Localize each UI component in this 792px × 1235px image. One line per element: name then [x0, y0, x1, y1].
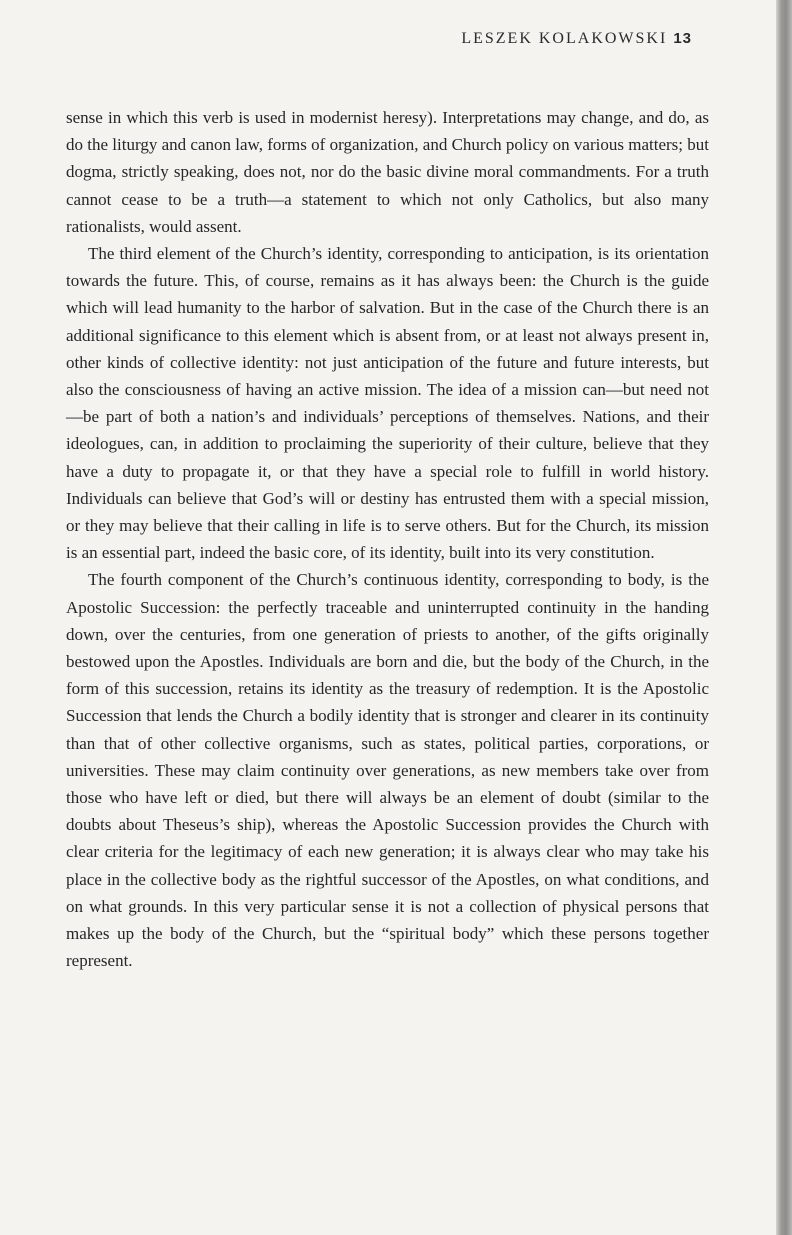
- body-text: [66, 104, 709, 975]
- book-spine-shadow: [776, 0, 792, 1235]
- running-header: [461, 30, 692, 48]
- paragraph-3: The fourth component of the Church’s continuous identity, corresponding to body, is the Apostolic Succession: the perfectly traceable and uninterrupted continuity in the handing down, over the centuries, from one generation of priests to another, of the gifts originally bestowed upon the Apostles. Individuals are born and die, but the body of the Church, in the form of this succession, retains its identity as the treasury of redemption. It is the Apostolic Succession that lends the Church a bodily identity that is stronger and clearer in its continuity than that of other collective organisms, such as states, political parties, corporations, or universities. These may claim continuity over generations, as new members take over from those who have left or died, but there will always be an element of doubt (similar to the doubts about Theseus’s ship), whereas the Apostolic Succession provides the Church with clear criteria for the legitimacy of each new generation; it is always clear who may take his place in the collective body as the rightful successor of the Apostles, on what conditions, and on what grounds. In this very particular sense it is not a collection of physical persons that makes up the body of the Church, but the “spiritual body” which these persons together represent.: [66, 570, 709, 971]
- paragraph-1: sense in which this verb is used in modernist heresy). Interpretations may change, and do, as do the liturgy and canon law, forms of organization, and Church policy on various matters; but dogma, strictly speaking, does not, nor do the basic divine moral commandments. For a truth cannot cease to be a truth—a statement to which not only Catholics, but also many rationalists, would assent.: [66, 108, 709, 236]
- page-number: 13: [673, 30, 692, 47]
- running-header-author: LESZEK KOLAKOWSKI: [461, 30, 668, 47]
- paragraph-2: The third element of the Church’s identity, corresponding to anticipation, is its orientation towards the future. This, of course, remains as it has always been: the Church is the guide which will lead humanity to the harbor of salvation. But in the case of the Church there is an additional significance to this element which is absent from, or at least not always present in, other kinds of collective identity: not just anticipation of the future and future interests, but also the consciousness of having an active mission. The idea of a mission can—but need not—be part of both a nation’s and individuals’ perceptions of themselves. Nations, and their ideologues, can, in addition to proclaiming the superiority of their culture, believe that they have a duty to propagate it, or that they have a special role to fulfill in world history. Individuals can believe that God’s will or destiny has entrusted them with a special mission, or they may believe that their calling in life is to serve others. But for the Church, its mission is an essential part, indeed the basic core, of its identity, built into its very constitution.: [66, 244, 709, 563]
